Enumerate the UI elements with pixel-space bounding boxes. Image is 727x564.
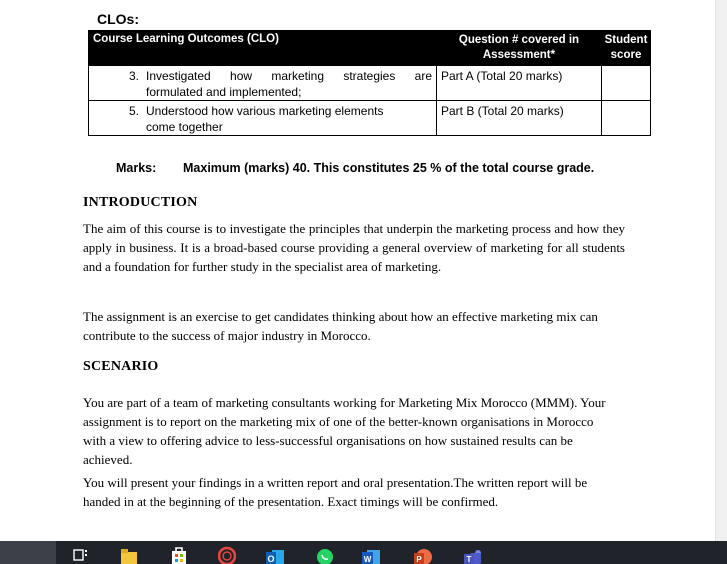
scenario-heading: SCENARIO — [83, 359, 159, 374]
clo-description — [146, 103, 432, 135]
header-clo: Course Learning Outcomes (CLO) — [89, 31, 437, 66]
clos-heading: CLOs: — [97, 11, 139, 27]
header-question-line2: Assessment* — [482, 49, 556, 61]
start-area[interactable] — [0, 541, 56, 564]
header-question — [437, 31, 602, 66]
marks-text: Maximum (marks) 40. This constitutes 25 % of the total course grade. — [183, 161, 595, 175]
clo-line1: Investigated how marketing strategies are — [146, 69, 432, 83]
question-cell: Part B (Total 20 marks) — [437, 101, 602, 136]
store-icon[interactable] — [170, 545, 188, 564]
question-cell: Part A (Total 20 marks) — [437, 66, 602, 101]
clo-line1: Understood how various marketing elements — [146, 104, 384, 118]
browser-icon[interactable] — [218, 545, 236, 564]
svg-text:O: O — [267, 554, 275, 564]
table-header-row — [89, 31, 651, 66]
clo-line2: come together — [146, 120, 223, 134]
table-row — [89, 66, 651, 101]
clo-cell — [89, 101, 437, 136]
header-student-line1: Student — [604, 34, 648, 46]
introduction-paragraph-2: The assignment is an exercise to get candidates thinking about how an effective marketing mix can contribute to the success of major industry in Morocco. — [83, 309, 598, 343]
clo-table — [88, 30, 651, 136]
file-explorer-icon[interactable] — [120, 545, 138, 564]
powerpoint-icon[interactable] — [414, 545, 432, 564]
marks-label: Marks: — [116, 161, 157, 175]
taskbar — [0, 541, 727, 564]
clo-description — [146, 68, 432, 100]
clo-cell — [89, 66, 437, 101]
introduction-heading: INTRODUCTION — [83, 195, 198, 210]
scenario-paragraph-1: You are part of a team of marketing consultants working for Marketing Mix Morocco (MMM). Your assignment is to report on the marketing mix of one of the better-known organisations in Morocco with a view to offering advice to less-successful organisations on how sustained results can be achieved. — [83, 395, 606, 467]
outlook-icon[interactable] — [266, 545, 284, 564]
whatsapp-icon[interactable] — [316, 545, 334, 564]
introduction-paragraph-1: The aim of this course is to investigate the principles that underpin the marketing process and how they apply in business. It is a broad-based course providing a general overview of marketing for all students and a foundation for further study in the specialist area of marketing. — [83, 221, 625, 274]
scenario-paragraph-2: You will present your findings in a written report and oral presentation.The written report will be handed in at the beginning of the presentation. Exact timings will be confirmed. — [83, 475, 588, 509]
clo-number: 3. — [128, 69, 139, 83]
header-student-line2: score — [610, 49, 642, 61]
svg-text:T: T — [466, 555, 472, 564]
clo-line2: formulated and implemented; — [146, 85, 302, 99]
vertical-scrollbar[interactable] — [715, 0, 727, 541]
header-question-line1: Question # covered in — [458, 34, 580, 46]
teams-icon[interactable] — [464, 545, 482, 564]
header-student-score — [602, 31, 651, 66]
student-score-cell[interactable] — [602, 66, 651, 101]
clo-number: 5. — [128, 104, 139, 118]
svg-text:W: W — [363, 555, 372, 564]
svg-text:P: P — [416, 555, 422, 564]
word-icon[interactable] — [362, 545, 380, 564]
task-view-icon[interactable] — [72, 545, 90, 564]
student-score-cell[interactable] — [602, 101, 651, 136]
table-row — [89, 101, 651, 136]
